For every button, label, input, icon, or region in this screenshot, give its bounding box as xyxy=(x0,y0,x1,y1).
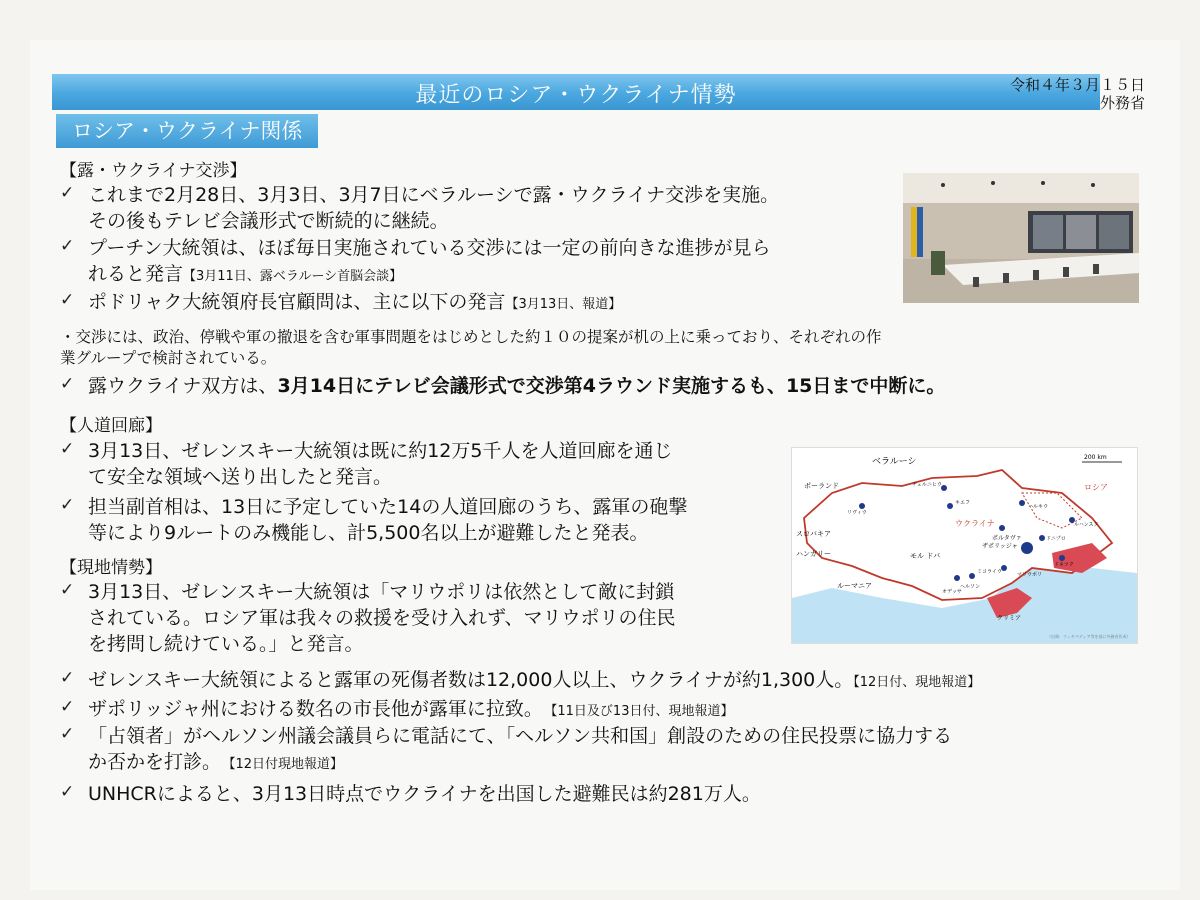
map-label-chernihiv: チェルニヒウ xyxy=(912,482,942,488)
local-item-3 xyxy=(88,697,733,724)
check-icon: ✓ xyxy=(60,668,75,688)
local-item-3-text: ザポリッジャ州における数名の市長他が露軍に拉致。 xyxy=(88,698,543,720)
map-label-mykolaiv: ミコライウ xyxy=(977,569,1002,575)
check-icon: ✓ xyxy=(60,580,75,600)
negotiations-item-2-line2 xyxy=(88,262,402,289)
map-label-russia: ロシア xyxy=(1084,483,1108,492)
corridor-heading: 【人道回廊】 xyxy=(60,416,162,436)
map-label-kharkiv: ハルキウ xyxy=(1028,504,1049,510)
local-item-5: UNHCRによると、3月13日時点でウクライナを出国した避難民は約281万人。 xyxy=(88,783,761,805)
map-source-note: （出典：ウィキペディア等を基に外務省作成） xyxy=(1047,634,1131,639)
source-note: 【3月11日、露ベラルーシ首脳会談】 xyxy=(183,269,403,284)
check-icon: ✓ xyxy=(60,374,75,394)
issuing-ministry: 外務省 xyxy=(1099,94,1145,112)
map-label-kyiv: キエフ xyxy=(955,500,971,506)
check-icon: ✓ xyxy=(60,724,75,744)
source-note: 【12日付、現地報道】 xyxy=(853,675,981,690)
source-note: 【3月13日、報道】 xyxy=(505,297,622,312)
title-banner xyxy=(52,74,1100,110)
corridor-item-1-line2: て安全な領域へ送り出したと発言。 xyxy=(88,466,393,488)
local-item-1-line2: されている。ロシア軍は我々の救援を受け入れず、マリウポリの住民 xyxy=(88,607,676,629)
sub-point-line2: 業グループで検討されている。 xyxy=(60,349,277,367)
map-label-poltava: ポルタヴァ xyxy=(992,535,1022,542)
local-item-2 xyxy=(88,668,980,695)
map-label-slovakia: スロバキア xyxy=(796,530,831,538)
source-note: 【11日及び13日付、現地報道】 xyxy=(550,704,734,719)
map-scale-label: 200 km xyxy=(1084,454,1107,461)
source-note: 【12日付現地報道】 xyxy=(229,757,344,772)
negotiations-item-3-text: ポドリャク大統領府長官顧問は、主に以下の発言 xyxy=(88,291,506,313)
map-label-odesa: オデッサ xyxy=(942,589,962,595)
negotiations-item-2-text: れると発言 xyxy=(88,263,184,285)
local-heading: 【現地情勢】 xyxy=(60,558,162,578)
date-block xyxy=(1010,76,1145,112)
map-label-kherson: ヘルソン xyxy=(960,584,981,590)
ukraine-map xyxy=(791,447,1138,644)
map-label-hungary: ハンガリー xyxy=(796,550,831,558)
map-label-belarus: ベラルーシ xyxy=(872,457,917,467)
check-icon: ✓ xyxy=(60,183,75,203)
map-label-zaporizhzhia: ザポリッジャ xyxy=(982,543,1018,550)
map-label-romania: ルーマニア xyxy=(837,582,872,590)
negotiations-item-4-prefix: 露ウクライナ双方は、 xyxy=(88,375,278,397)
local-item-4-text: か否かを打診。 xyxy=(88,751,222,773)
conference-photo xyxy=(903,173,1139,303)
local-item-4-line2 xyxy=(88,750,343,777)
check-icon: ✓ xyxy=(60,495,75,515)
corridor-item-2-line2: 等により9ルートのみ機能し、計5,500名以上が避難したと発表。 xyxy=(88,522,649,544)
map-label-donetsk: ドネツク xyxy=(1054,562,1074,568)
negotiations-item-4 xyxy=(88,374,945,398)
corridor-item-1-line1: 3月13日、ゼレンスキー大統領は既に約12万5千人を人道回廊を通じ xyxy=(88,440,673,462)
check-icon: ✓ xyxy=(60,290,75,310)
map-label-luhansk: ルハンスク xyxy=(1074,522,1099,528)
map-label-moldova: モル ドバ xyxy=(910,552,941,560)
section-title: ロシア・ウクライナ関係 xyxy=(56,114,318,148)
negotiations-item-1-line2: その後もテレビ会議形式で断続的に継続。 xyxy=(88,210,449,232)
document-date: 令和４年３月１５日 xyxy=(1009,76,1145,94)
negotiations-item-4-bold: 3月14日にテレビ会議形式で交渉第4ラウンド実施するも、15日まで中断に。 xyxy=(277,375,946,397)
sub-point-line1: ・交渉には、政治、停戦や軍の撤退を含む軍事問題をはじめとした約１０の提案が机の上に乗っており、それぞれの作 xyxy=(60,328,882,346)
check-icon: ✓ xyxy=(60,697,75,717)
negotiations-heading: 【露・ウクライナ交渉】 xyxy=(60,161,247,181)
negotiations-item-3 xyxy=(88,290,621,317)
check-icon: ✓ xyxy=(60,782,75,802)
check-icon: ✓ xyxy=(60,236,75,256)
local-item-1-line1: 3月13日、ゼレンスキー大統領は「マリウポリは依然として敵に封鎖 xyxy=(88,581,675,603)
negotiations-item-1-line1: これまで2月28日、3月3日、3月7日にベラルーシで露・ウクライナ交渉を実施。 xyxy=(88,184,780,206)
local-item-2-text: ゼレンスキー大統領によると露軍の死傷者数は12,000人以上、ウクライナが約1,300人。 xyxy=(88,669,854,691)
local-item-4-line1: 「占領者」がヘルソン州議会議員らに電話にて、「ヘルソン共和国」創設のための住民投票に協力する xyxy=(88,725,953,747)
check-icon: ✓ xyxy=(60,439,75,459)
map-label-dnipro: ドニプロ xyxy=(1046,536,1066,542)
map-label-mariupol: マリウポリ xyxy=(1017,572,1043,578)
map-label-ukraine: ウクライナ xyxy=(955,519,995,528)
map-label-poland: ポーランド xyxy=(804,482,839,490)
map-label-lviv: リヴィウ xyxy=(847,510,867,516)
corridor-item-2-line1: 担当副首相は、13日に予定していた14の人道回廊のうち、露軍の砲撃 xyxy=(88,496,688,518)
negotiations-item-2-line1: プーチン大統領は、ほぼ毎日実施されている交渉には一定の前向きな進捗が見ら xyxy=(88,237,771,259)
page-title: 最近のロシア・ウクライナ情勢 xyxy=(415,83,737,108)
map-label-crimea: クリミア xyxy=(997,615,1022,622)
local-item-1-line3: を拷問し続けている。」と発言。 xyxy=(88,633,364,655)
